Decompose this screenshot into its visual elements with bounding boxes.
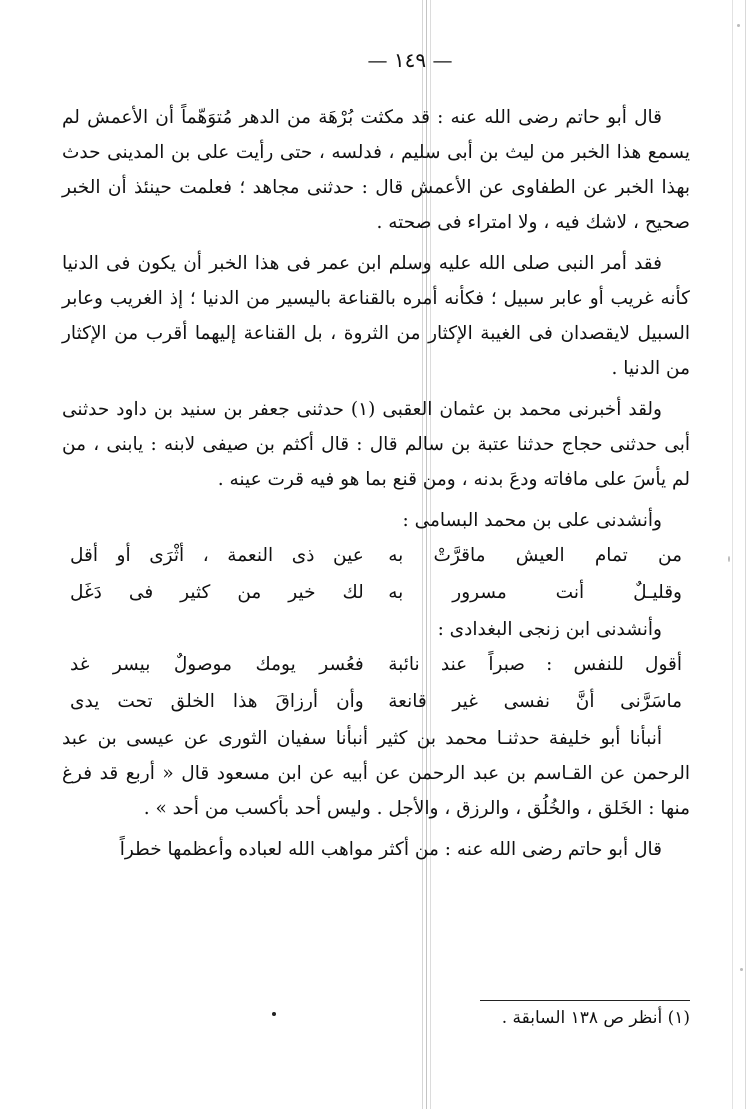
footnote-divider bbox=[480, 1000, 690, 1001]
page-edge-line bbox=[745, 0, 746, 1109]
verse-line bbox=[70, 647, 682, 682]
verse-line bbox=[70, 684, 682, 719]
paragraph: ولقد أخبرنى محمد بن عثمان العقبى (١) حدثنى جعفر بن سنيد بن داود حدثنى أبى حدثنى حجاج حدثنا عتبة بن سالم قال : قال أكثم بن صيفى لابنه : يابنى ، من لم يأسَ على مافاته ودعَ بدنه ، ومن قنع بما هو فيه قرت عينه . bbox=[62, 399, 690, 490]
scan-speck bbox=[737, 24, 740, 27]
ink-dot bbox=[272, 1012, 276, 1016]
verse-hemistich-first: وقليـلٌ أنت مسرور به bbox=[388, 582, 682, 603]
verse-intro: وأنشدنى على بن محمد البسامى : bbox=[402, 510, 662, 531]
verse-hemistich-second: وأن أرزاقَ هذا الخلق تحت يدى bbox=[70, 691, 364, 712]
verse-hemistich-second: فعُسر يومك موصولٌ بيسر غد bbox=[70, 654, 364, 675]
verse-hemistich-first: أقول للنفس : صبراً عند نائبة bbox=[388, 654, 682, 675]
verse-hemistich-second: لك خير من كثير فى دَغَل bbox=[70, 582, 364, 603]
verse-hemistich-first: ماسَرَّنى أنَّ نفسى غير قانعة bbox=[388, 691, 682, 712]
page-edge-line bbox=[732, 0, 733, 1109]
paragraph: قال أبو حاتم رضى الله عنه : قد مكثت بُرْهَة من الدهر مُتوَهّماً أن الأعمش لم يسمع هذا الخبر من ليث بن أبى سليم ، فدلسه ، حتى رأيت على بن المدينى حدث بهذا الخبر عن الطفاوى عن الأعمش قال : حدثنى مجاهد ؛ فعلمت حينئذ أن الخبر صحيح ، لاشك فيه ، ولا امتراء فى صحته . bbox=[62, 107, 690, 233]
scan-speck bbox=[728, 556, 730, 562]
paragraph: أنبأنا أبو خليفة حدثنـا محمد بن كثير أنبأنا سفيان الثورى عن عيسى بن عبد الرحمن عن القـاسم بن عبد الرحمن عن أبيه عن ابن مسعود قال « أربع قد فرغ منها : الخَلق ، والخُلُق ، والرزق ، والأجل . وليس أحد بأكسب من أحد » . bbox=[62, 728, 690, 819]
page-number: — ١٤٩ — bbox=[367, 48, 453, 72]
footnote: (١) أنظر ص ١٣٨ السابقة . bbox=[501, 1008, 690, 1028]
paragraph: فقد أمر النبى صلى الله عليه وسلم ابن عمر فى هذا الخبر أن يكون فى الدنيا كأنه غريب أو عابر سبيل ؛ فكأنه أمره بالقناعة باليسير من الدنيا ؛ إذ الغريب وعابر السبيل لايقصدان فى الغيبة الإكثار من الثروة ، بل القناعة إليهما أقرب من الإكثار من الدنيا . bbox=[62, 253, 690, 379]
paragraph: قال أبو حاتم رضى الله عنه : من أكثر مواهب الله لعباده وأعظمها خطراً bbox=[119, 839, 662, 860]
verse-line bbox=[70, 538, 682, 573]
scan-speck bbox=[740, 968, 743, 971]
verse-line bbox=[70, 575, 682, 610]
verse-intro: وأنشدنى ابن زنجى البغدادى : bbox=[437, 619, 662, 640]
verse-hemistich-first: من تمام العيش ماقرَّتْ به bbox=[388, 545, 682, 566]
main-text bbox=[62, 100, 690, 873]
verse-hemistich-second: عين ذى النعمة ، أثْرَى أو أقل bbox=[70, 545, 364, 566]
